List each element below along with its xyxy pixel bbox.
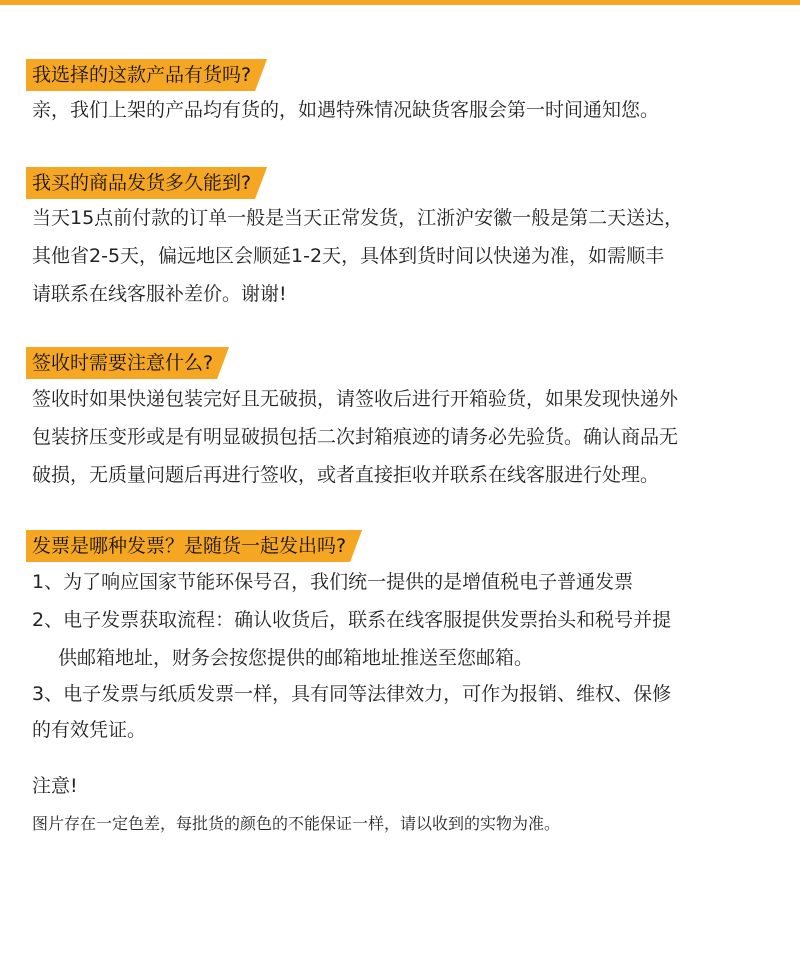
note-text: 图片存在一定色差，每批货的颜色的不能保证一样，请以收到的实物为准。 <box>32 814 561 833</box>
faq-question-signing <box>26 347 229 379</box>
top-accent-bar <box>0 0 800 5</box>
faq-question-text: 发票是哪种发票？是随货一起发出吗? <box>32 535 347 557</box>
faq-question-text: 我买的商品发货多久能到? <box>32 172 252 194</box>
faq-answer-line: 2、电子发票获取流程：确认收货后，联系在线客服提供发票抬头和税号并提 <box>32 609 672 631</box>
faq-answer-line: 其他省2-5天，偏远地区会顺延1-2天，具体到货时间以快递为准，如需顺丰 <box>32 245 665 267</box>
faq-answer-line: 供邮箱地址，财务会按您提供的邮箱地址推送至您邮箱。 <box>58 647 534 669</box>
faq-answer-line: 包装挤压变形或是有明显破损包括二次封箱痕迹的请务必先验货。确认商品无 <box>32 426 679 448</box>
faq-answer-line: 请联系在线客服补差价。谢谢! <box>32 283 287 305</box>
faq-question-invoice <box>26 530 362 562</box>
faq-question-shipping <box>26 167 267 199</box>
faq-answer-line: 破损，无质量问题后再进行签收，或者直接拒收并联系在线客服进行处理。 <box>32 464 660 486</box>
faq-answer-line: 当天15点前付款的订单一般是当天正常发货，江浙沪安徽一般是第二天送达， <box>32 207 684 229</box>
faq-answer-line: 3、电子发票与纸质发票一样，具有同等法律效力，可作为报销、维权、保修 <box>32 683 672 705</box>
faq-answer-line: 亲，我们上架的产品均有货的，如遇特殊情况缺货客服会第一时间通知您。 <box>32 99 660 121</box>
faq-question-text: 我选择的这款产品有货吗? <box>32 64 252 86</box>
faq-question-stock <box>26 59 267 91</box>
faq-answer-line: 的有效凭证。 <box>32 719 147 741</box>
note-title: 注意! <box>32 775 78 797</box>
faq-question-text: 签收时需要注意什么? <box>32 352 214 374</box>
faq-answer-line: 签收时如果快递包装完好且无破损，请签收后进行开箱验货，如果发现快递外 <box>32 388 679 410</box>
faq-answer-line: 1、为了响应国家节能环保号召，我们统一提供的是增值税电子普通发票 <box>32 571 634 593</box>
